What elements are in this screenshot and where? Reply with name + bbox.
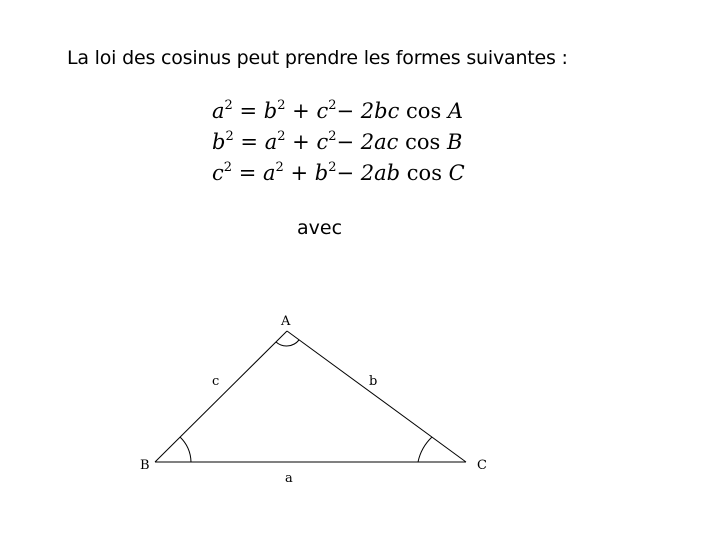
formula-term2: c [316, 130, 329, 154]
formula-exponent: 2 [277, 129, 286, 144]
vertex-label-b: B [140, 458, 150, 473]
formula-angle: B [447, 130, 463, 154]
formula-lhs: b [212, 130, 226, 154]
formula-exponent: 2 [328, 98, 337, 113]
formula-exponent: 2 [328, 160, 337, 175]
formula-product: 2ac [360, 130, 399, 154]
formula-exponent: 2 [225, 129, 234, 144]
formula-exponent: 2 [277, 98, 286, 113]
vertex-label-a: A [281, 314, 291, 329]
formula-lhs: c [212, 161, 224, 185]
intro-text: La loi des cosinus peut prendre les formes suivantes : [67, 47, 568, 69]
angle-arc-b [180, 437, 191, 462]
side-c-line [155, 331, 287, 462]
formula-lhs: a [212, 99, 225, 123]
formula-a: $a^2 = b^2 + c^2- 2bc$ cos A [212, 98, 464, 123]
formula-exponent: 2 [223, 160, 233, 175]
formula-term1: b [263, 99, 278, 123]
angle-arc-a [276, 340, 299, 346]
cos-function: cos [405, 130, 441, 154]
side-label-b: b [369, 374, 378, 389]
formula-term1: a [264, 130, 278, 154]
formula-angle: C [448, 161, 465, 185]
side-b-line [287, 331, 466, 462]
formula-product: 2bc [360, 99, 400, 123]
side-label-a: a [285, 471, 293, 486]
formula-c: $c^2 = a^2 + b^2- 2ab$ cos C [212, 160, 465, 185]
cos-function: cos [406, 161, 442, 185]
formula-exponent: 2 [224, 98, 233, 113]
avec-text: avec [297, 217, 343, 239]
formula-term2: c [316, 99, 329, 123]
formula-angle: A [447, 99, 464, 123]
formula-exponent: 2 [328, 129, 337, 144]
formula-term1: a [263, 161, 276, 185]
formula-product: 2ab [360, 161, 401, 185]
angle-arc-c [418, 437, 432, 462]
cos-function: cos [406, 99, 442, 123]
formula-term2: b [314, 161, 329, 185]
side-label-c: c [212, 374, 220, 389]
formula-b: $b^2 = a^2 + c^2- 2ac$ cos B [212, 129, 463, 154]
vertex-label-c: C [477, 458, 487, 473]
formula-exponent: 2 [275, 160, 284, 175]
